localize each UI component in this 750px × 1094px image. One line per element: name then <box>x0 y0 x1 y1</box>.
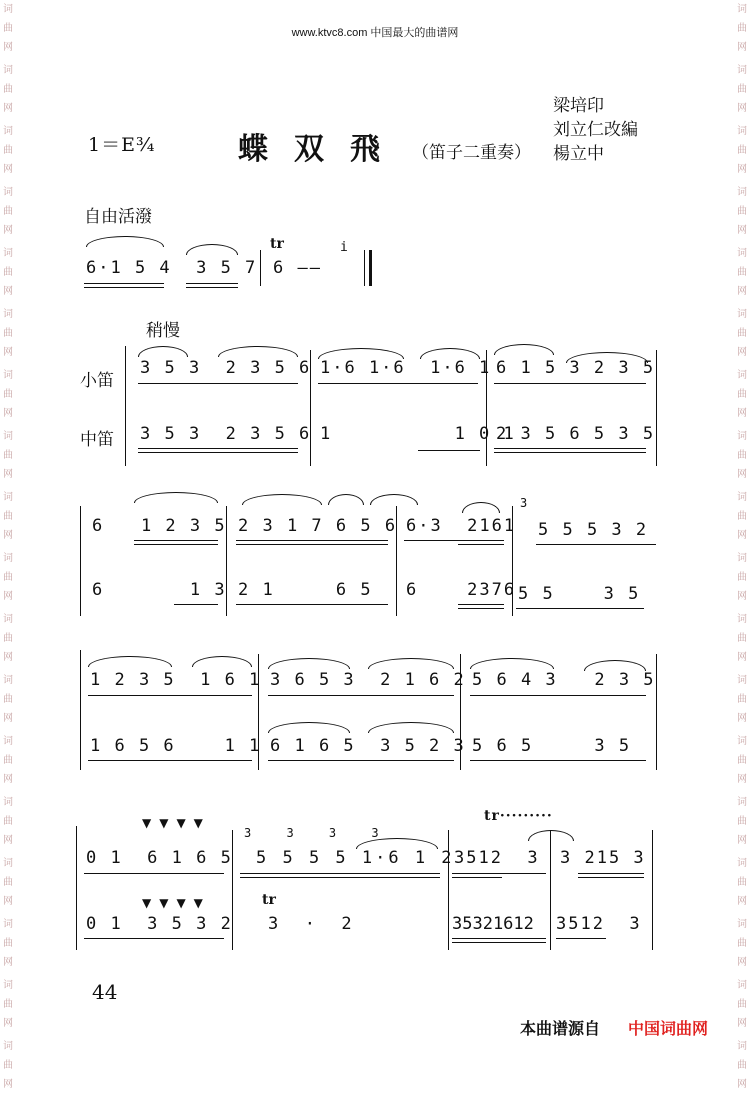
watermark-text: 词曲网 <box>737 126 747 175</box>
watermark-text: 词曲网 <box>737 187 747 236</box>
underline <box>84 287 164 288</box>
measure-lower: 6 1 3 <box>92 580 227 600</box>
source-label: 本曲谱源自 <box>520 1019 601 1038</box>
barline <box>396 506 397 616</box>
slur <box>138 346 188 357</box>
barline <box>550 830 551 950</box>
underline <box>494 383 646 384</box>
trill-mark-long: tr········· <box>484 808 553 824</box>
underline <box>470 760 646 761</box>
watermark-text: 词曲网 <box>737 492 747 541</box>
underline <box>186 287 238 288</box>
watermark-text: 词曲网 <box>3 65 13 114</box>
watermark-text: 词曲网 <box>737 65 747 114</box>
slur <box>370 494 418 505</box>
slur <box>242 494 322 505</box>
measure-lower: 35321612 <box>452 914 534 934</box>
page-number: 44 <box>92 980 118 1004</box>
accent-marks: ▼▼▼▼ <box>142 896 211 910</box>
underline <box>470 695 646 696</box>
underline <box>134 540 218 541</box>
system-bracket <box>80 650 81 770</box>
piece-title: 蝶双飛 <box>238 132 406 167</box>
watermark-text: 词曲网 <box>737 431 747 480</box>
underline <box>236 544 388 545</box>
tempo-main: 稍慢 <box>146 321 180 341</box>
barline <box>512 506 513 616</box>
underline <box>536 544 656 545</box>
slur <box>218 346 298 357</box>
measure-upper: 1·6 1·6 1·6 1 <box>320 358 492 378</box>
part-label-upper: 小笛 <box>80 371 114 391</box>
slur <box>462 502 500 513</box>
slur <box>88 656 172 667</box>
slur <box>192 656 252 667</box>
watermark-left <box>2 0 14 1090</box>
barline <box>652 830 653 950</box>
measure-lower: 6 2376 <box>406 580 517 600</box>
watermark-text: 词曲网 <box>3 370 13 419</box>
underline <box>458 544 504 545</box>
measure-upper: 3 6 5 3 2 1 6 2 <box>270 670 466 690</box>
barline <box>232 830 233 950</box>
barline <box>460 654 461 770</box>
watermark-text: 词曲网 <box>3 126 13 175</box>
underline <box>452 942 546 943</box>
accent-marks: ▼▼▼▼ <box>142 816 211 830</box>
underline <box>174 604 218 605</box>
measure-lower: 3 · 2 <box>268 914 354 934</box>
part-label-lower: 中笛 <box>80 430 114 450</box>
trill-mark: tr <box>270 236 284 252</box>
watermark-text: 词曲网 <box>737 248 747 297</box>
watermark-text: 词曲网 <box>737 370 747 419</box>
slur <box>470 658 554 669</box>
watermark-text: 词曲网 <box>3 4 13 53</box>
underline <box>268 760 454 761</box>
arranger-3: 楊立中 <box>553 144 604 164</box>
watermark-text: 词曲网 <box>737 736 747 785</box>
watermark-text: 词曲网 <box>737 553 747 602</box>
intro-measure-2: 6 —— <box>273 258 322 278</box>
underline <box>452 938 546 939</box>
measure-lower: 1 1 0 1 <box>320 424 516 444</box>
slur <box>528 830 574 841</box>
underline <box>138 448 298 449</box>
underline <box>134 544 218 545</box>
measure-upper: 2 3 1 7 6 5 6 <box>238 516 398 536</box>
underline <box>236 540 388 541</box>
intro-measure-1: 6·1 5 4 3 5 7 <box>86 258 258 278</box>
underline <box>240 873 440 874</box>
site-header: www.ktvc8.com 中国最大的曲谱网 <box>291 27 459 39</box>
watermark-text: 词曲网 <box>737 858 747 907</box>
underline <box>84 873 224 874</box>
tempo-intro: 自由活潑 <box>84 207 152 227</box>
slur <box>268 722 350 733</box>
barline <box>656 350 657 466</box>
watermark-text: 词曲网 <box>3 675 13 724</box>
underline <box>138 383 298 384</box>
watermark-text: 词曲网 <box>3 919 13 968</box>
underline <box>418 450 480 451</box>
underline <box>318 383 478 384</box>
slur <box>368 722 454 733</box>
grace-note: i <box>340 240 350 255</box>
arranger-2: 刘立仁改編 <box>553 120 638 140</box>
measure-lower: 6 1 6 5 3 5 2 3 <box>270 736 466 756</box>
trill-mark: tr <box>262 892 276 908</box>
underline <box>138 452 298 453</box>
piece-subtitle: （笛子二重奏） <box>412 143 531 163</box>
measure-lower: 5 6 5 3 5 <box>472 736 632 756</box>
underline <box>452 877 502 878</box>
slur <box>328 494 364 505</box>
measure-upper: 6·3 2161 <box>406 516 517 536</box>
grace-notes: 3 3 3 3 <box>244 826 393 840</box>
barline <box>486 350 487 466</box>
measure-lower: 2 3 5 6 5 3 5 <box>496 424 656 444</box>
watermark-text: 词曲网 <box>737 980 747 1029</box>
watermark-text: 词曲网 <box>3 309 13 358</box>
barline <box>656 654 657 770</box>
watermark-text: 词曲网 <box>3 797 13 846</box>
measure-upper: 0 1 6 1 6 5 <box>86 848 233 868</box>
watermark-text: 词曲网 <box>3 248 13 297</box>
arranger-block <box>553 94 638 166</box>
system-bracket <box>125 346 126 466</box>
source-site-link[interactable]: 中国词曲网 <box>628 1019 709 1038</box>
measure-lower: 1 6 5 6 1 1 <box>90 736 262 756</box>
system-bracket <box>76 826 77 950</box>
key-signature: 1＝E¾ <box>88 134 156 156</box>
underline <box>404 540 504 541</box>
watermark-text: 词曲网 <box>3 1041 13 1090</box>
measure-upper: 3512 3 <box>454 848 540 868</box>
underline <box>516 608 644 609</box>
watermark-text: 词曲网 <box>3 492 13 541</box>
measure-lower: 3 5 3 2 3 5 6 <box>140 424 312 444</box>
underline <box>494 448 646 449</box>
underline <box>578 873 644 874</box>
final-barline <box>369 250 372 286</box>
arranger-1: 梁培印 <box>553 96 604 116</box>
watermark-text: 词曲网 <box>3 614 13 663</box>
measure-upper: 5 6 4 3 2 3 5 <box>472 670 656 690</box>
measure-upper: 5 5 5 5 1·6 1 2 <box>256 848 455 868</box>
watermark-text: 词曲网 <box>3 431 13 480</box>
slur <box>134 492 218 503</box>
measure-upper: 6 1 2 3 5 <box>92 516 227 536</box>
measure-upper: 3 215 3 <box>560 848 646 868</box>
measure-upper: 6 1 5 3 2 3 5 <box>496 358 656 378</box>
barline <box>448 830 449 950</box>
underline <box>458 604 504 605</box>
underline <box>84 283 164 284</box>
slur <box>86 236 164 247</box>
measure-lower: 2 1 6 5 <box>238 580 373 600</box>
watermark-text: 词曲网 <box>3 736 13 785</box>
watermark-text: 词曲网 <box>737 4 747 53</box>
system-bracket <box>80 506 81 616</box>
watermark-text: 词曲网 <box>737 919 747 968</box>
measure-lower: 0 1 3 5 3 2 <box>86 914 233 934</box>
watermark-right <box>736 0 748 1090</box>
barline <box>226 506 227 616</box>
underline <box>578 877 644 878</box>
watermark-text: 词曲网 <box>3 980 13 1029</box>
underline <box>556 938 606 939</box>
underline <box>458 608 504 609</box>
underline <box>268 695 454 696</box>
underline <box>452 873 546 874</box>
barline <box>310 350 311 466</box>
underline <box>186 283 238 284</box>
slur <box>268 658 350 669</box>
underline <box>88 695 252 696</box>
watermark-text: 词曲网 <box>737 309 747 358</box>
measure-upper: 1 2 3 5 1 6 1 <box>90 670 262 690</box>
barline <box>260 250 261 286</box>
watermark-text: 词曲网 <box>737 675 747 724</box>
grace-note: 3 <box>520 496 530 510</box>
slur <box>494 344 554 355</box>
barline <box>364 250 365 286</box>
watermark-text: 词曲网 <box>3 553 13 602</box>
watermark-text: 词曲网 <box>737 797 747 846</box>
measure-lower: 3512 3 <box>556 914 642 934</box>
underline <box>84 938 224 939</box>
underline <box>240 877 440 878</box>
slur <box>368 658 454 669</box>
underline <box>236 604 388 605</box>
watermark-text: 词曲网 <box>3 858 13 907</box>
barline <box>258 654 259 770</box>
measure-upper: 3 5 3 2 3 5 6 <box>140 358 312 378</box>
measure-lower: 5 5 3 5 <box>518 584 641 604</box>
measure-upper: 5 5 5 3 2 <box>538 520 649 540</box>
underline <box>88 760 252 761</box>
watermark-text: 词曲网 <box>737 614 747 663</box>
watermark-text: 词曲网 <box>3 187 13 236</box>
underline <box>494 452 646 453</box>
slur <box>186 244 238 255</box>
watermark-text: 词曲网 <box>737 1041 747 1090</box>
